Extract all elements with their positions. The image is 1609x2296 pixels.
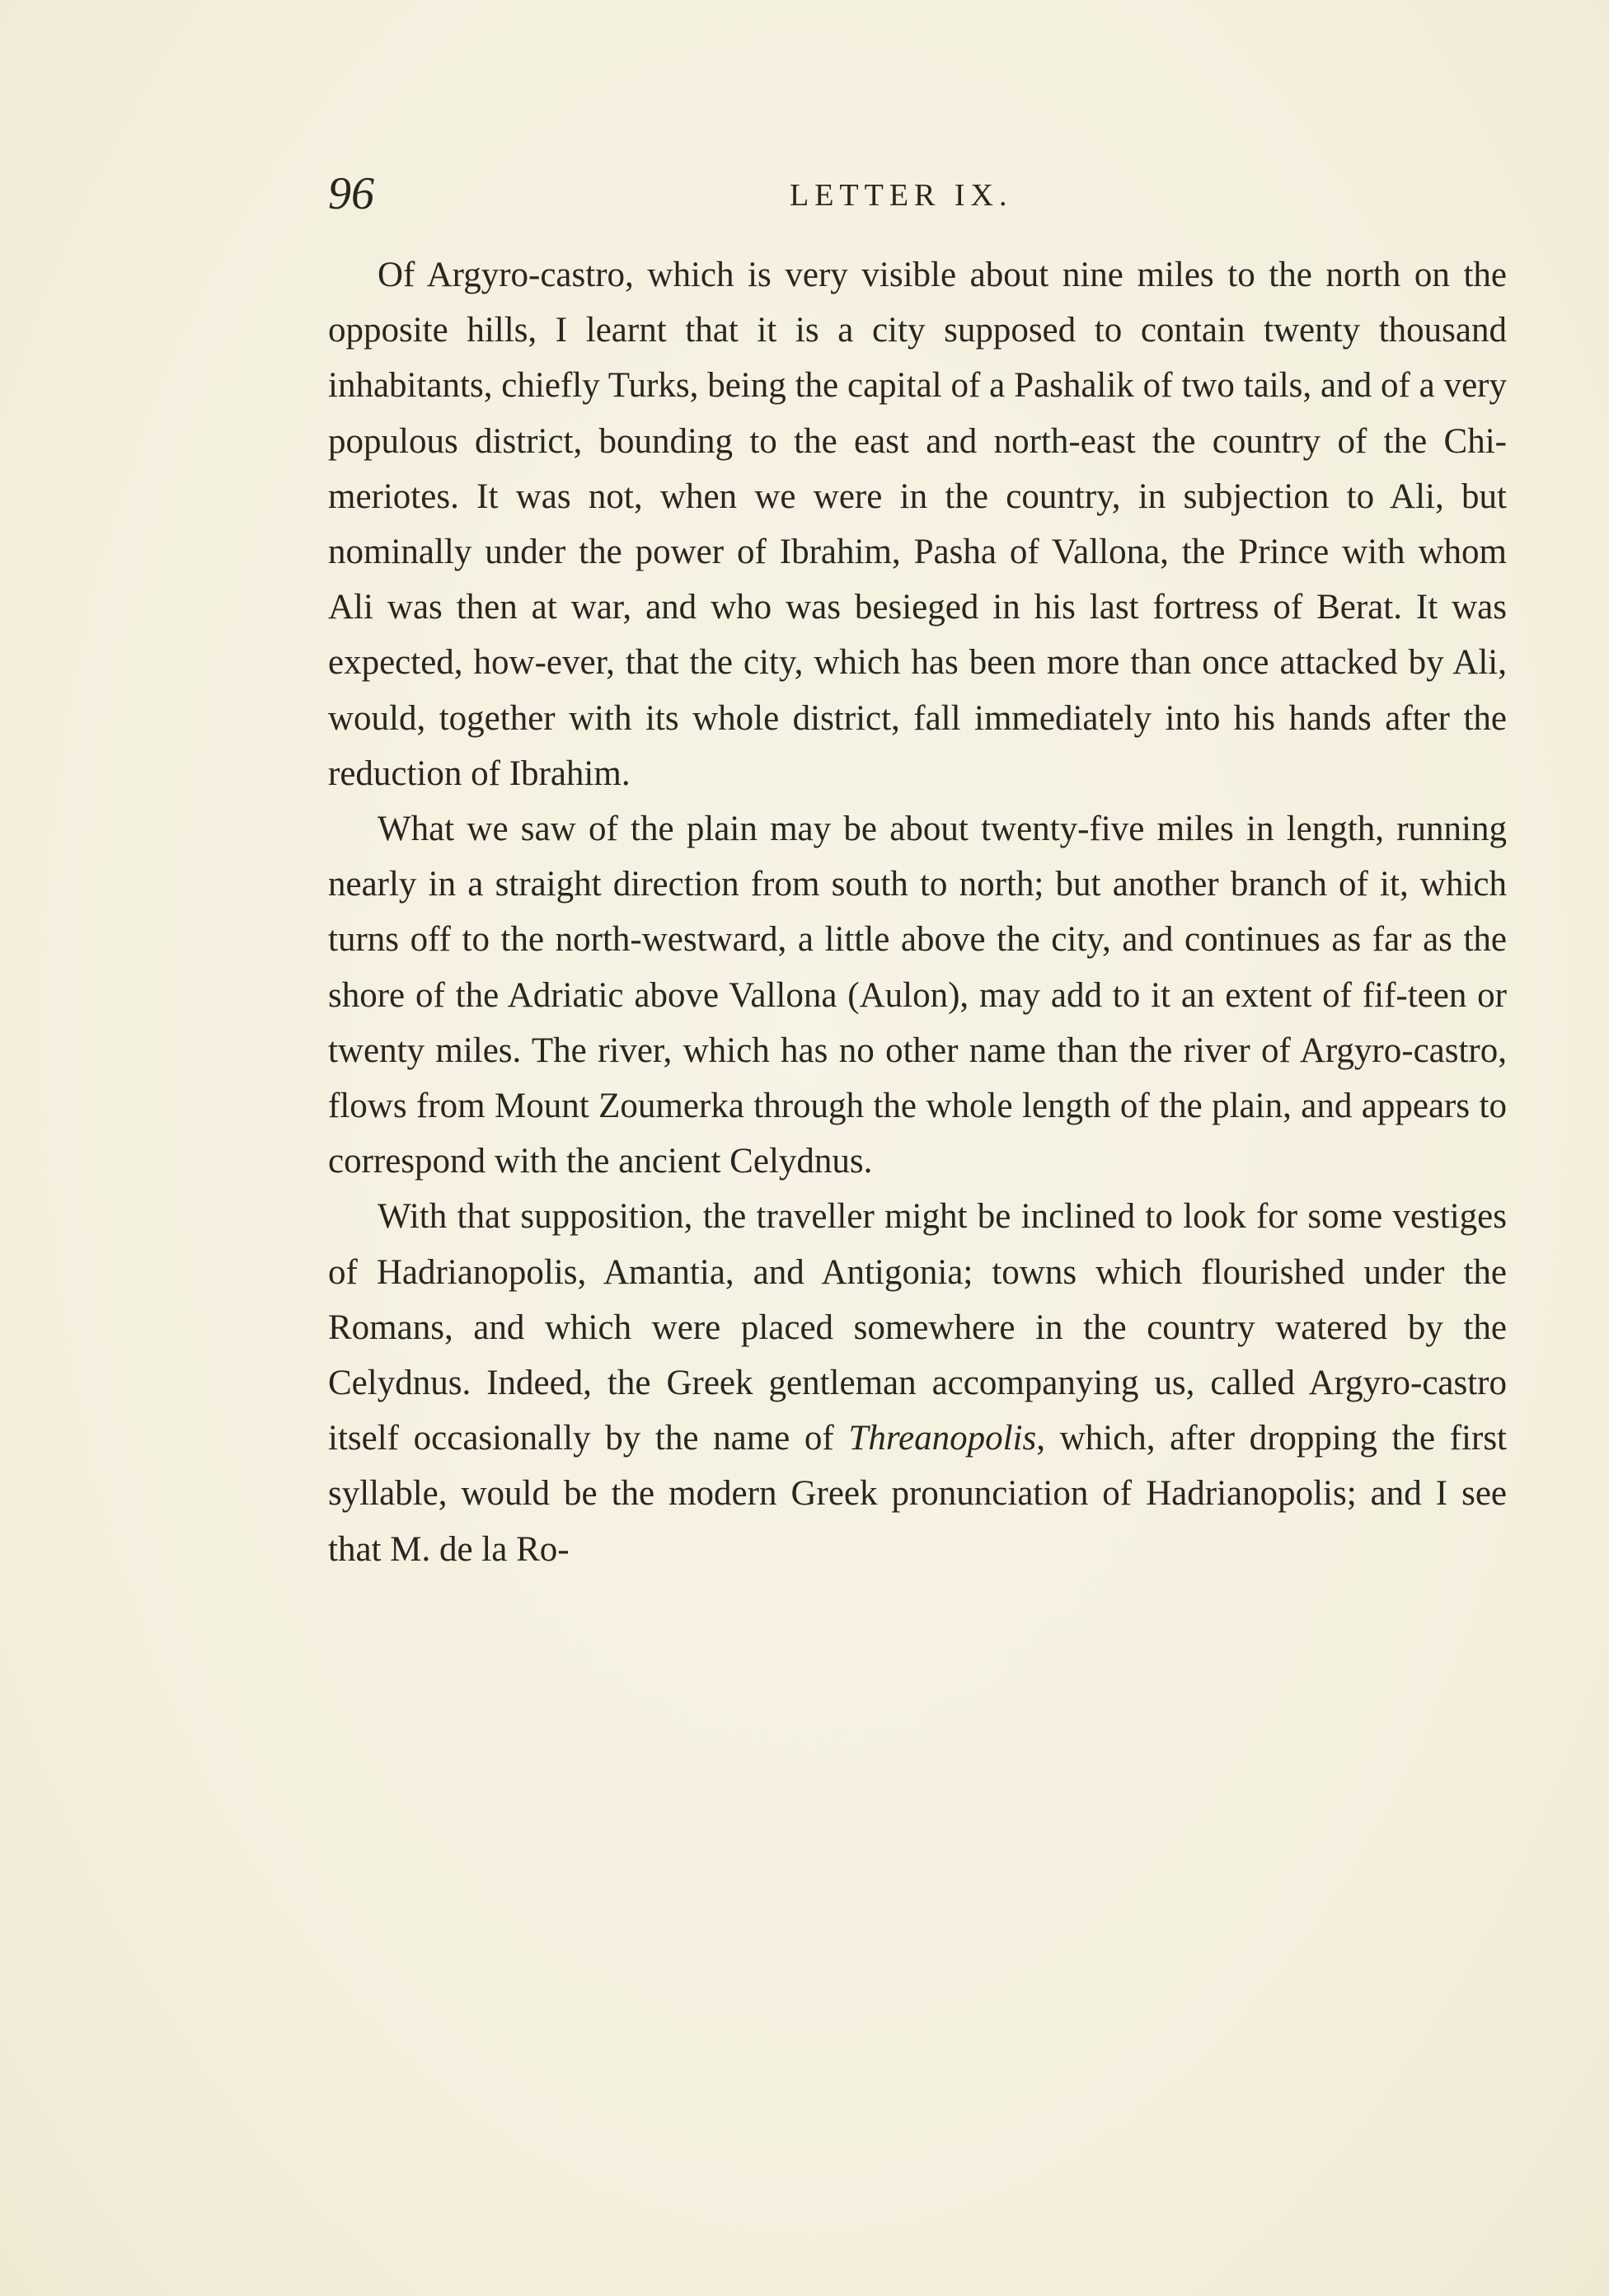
body-text xyxy=(328,247,1507,1577)
page-header xyxy=(328,165,1507,223)
italic-place-name: Threanopolis xyxy=(848,1419,1037,1458)
paragraph-3-text-start: With that supposition, the traveller might be inclined to look for some vestiges of Hadrianopolis, Amantia, and Antigonia; towns which flourished under the Romans, and which were placed somewhere in the country watered by the Celydnus. Indeed, the Greek gentleman accompanying us, called Argyro-castro itself occasionally by the name of xyxy=(328,1197,1507,1458)
paragraph-2: What we saw of the plain may be about twenty-five miles in length, running nearly in a straight direction from south to north; but another branch of it, which turns off to the north-westward, a little above the city, and continues as far as the shore of the Adriatic above Vallona (Aulon), may add to it an extent of fif-teen or twenty miles. The river, which has no other name than the river of Argyro-castro, flows from Mount Zoumerka through the whole length of the plain, and appears to correspond with the ancient Celydnus. xyxy=(328,810,1507,1181)
paragraph-3-text-end: , which, after dropping the first syllable, would be the modern Greek pronunciation of Hadrianopolis; and I see that M. de la Ro- xyxy=(328,1419,1507,1569)
paragraph-3 xyxy=(328,1189,1507,1576)
page-number: 96 xyxy=(328,168,374,219)
paragraph-1: Of Argyro-castro, which is very visible about nine miles to the north on the opposite hills, I learnt that it is a city supposed to contain twenty thousand inhabitants, chiefly Turks, being the capital of a Pashalik of two tails, and of a very populous district, bounding to the east and north-east the country of the Chi-meriotes. It was not, when we were in the country, in subjection to Ali, but nominally under the power of Ibrahim, Pasha of Vallona, the Prince with whom Ali was then at war, and who was besieged in his last fortress of Berat. It was expected, how-ever, that the city, which has been more than once attacked by Ali, would, together with its whole district, fall immediately into his hands after the reduction of Ibrahim. xyxy=(328,256,1507,793)
running-head: LETTER IX. xyxy=(790,178,1013,213)
